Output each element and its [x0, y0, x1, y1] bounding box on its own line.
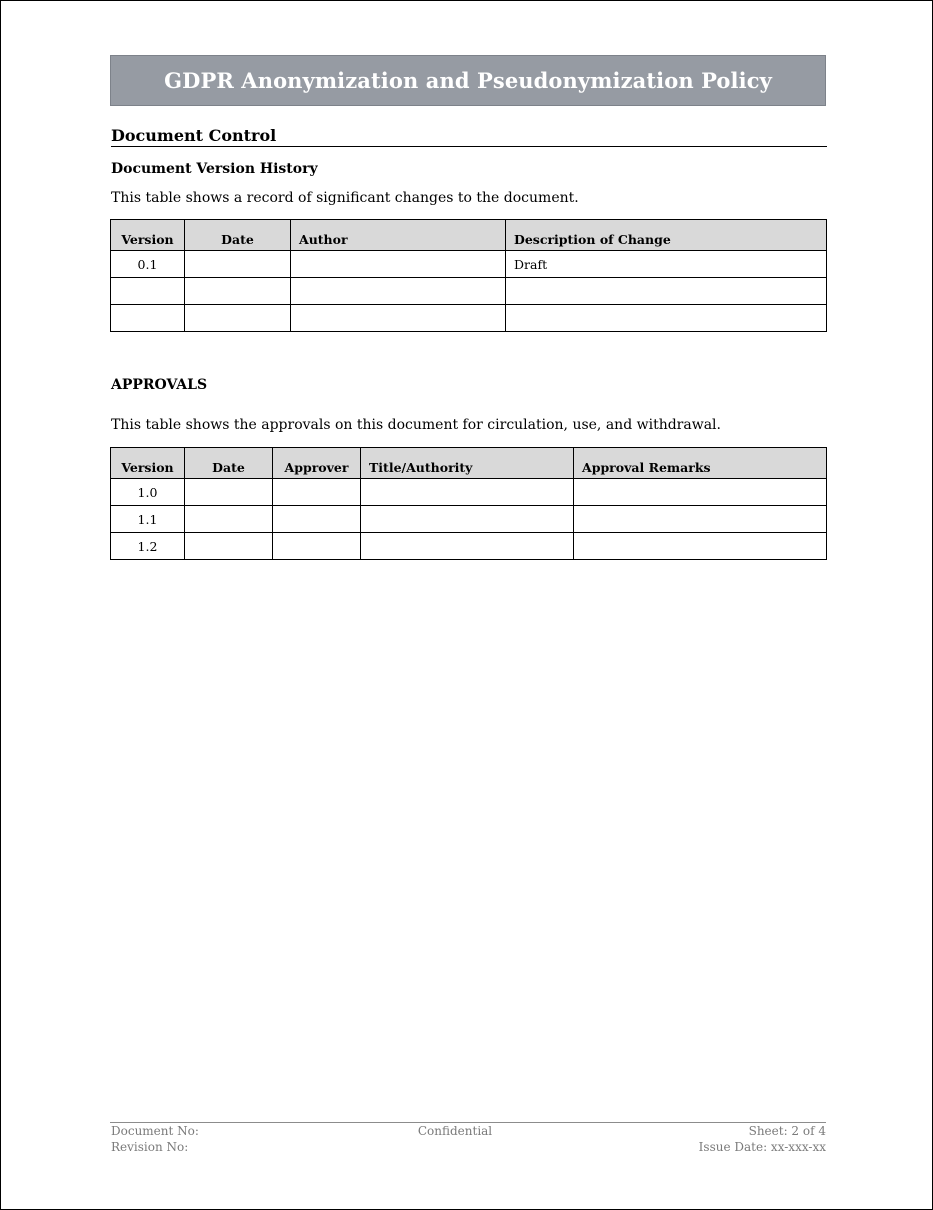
approvals-table	[110, 447, 827, 560]
table-row	[111, 479, 827, 506]
column-header-title-authority: Title/Authority	[361, 448, 574, 479]
approvals-description: This table shows the approvals on this document for circulation, use, and withdrawal.	[111, 417, 721, 433]
table-cell-description: Draft	[506, 251, 827, 278]
table-cell-description	[506, 305, 827, 332]
column-header-version: Version	[111, 220, 185, 251]
table-cell-approver	[273, 506, 361, 533]
section-heading-document-control: Document Control	[111, 126, 827, 147]
footer-issue-date: Issue Date: xx-xxx-xx	[698, 1140, 826, 1154]
footer-revision-no: Revision No:	[111, 1140, 189, 1154]
column-header-version: Version	[111, 448, 185, 479]
table-cell-date	[185, 305, 291, 332]
table-cell-description	[506, 278, 827, 305]
column-header-approver: Approver	[273, 448, 361, 479]
table-cell-approver	[273, 533, 361, 560]
version-history-heading: Document Version History	[111, 161, 318, 177]
table-row	[111, 251, 827, 278]
column-header-author: Author	[291, 220, 506, 251]
table-cell-author	[291, 278, 506, 305]
document-title: GDPR Anonymization and Pseudonymization Policy	[110, 55, 826, 106]
table-cell-date	[185, 278, 291, 305]
table-cell-version: 1.0	[111, 479, 185, 506]
footer-divider	[110, 1122, 826, 1123]
table-cell-author	[291, 251, 506, 278]
table-cell-approval-remarks	[574, 479, 827, 506]
table-row	[111, 533, 827, 560]
table-cell-title-authority	[361, 479, 574, 506]
table-cell-author	[291, 305, 506, 332]
footer-classification: Confidential	[417, 1124, 493, 1138]
column-header-date: Date	[185, 220, 291, 251]
table-cell-approval-remarks	[574, 506, 827, 533]
footer-document-no: Document No:	[111, 1124, 199, 1138]
table-cell-version: 1.2	[111, 533, 185, 560]
table-cell-approver	[273, 479, 361, 506]
version-history-description: This table shows a record of significant changes to the document.	[111, 190, 579, 206]
table-cell-date	[185, 533, 273, 560]
table-row	[111, 278, 827, 305]
table-cell-approval-remarks	[574, 533, 827, 560]
table-row	[111, 305, 827, 332]
column-header-date: Date	[185, 448, 273, 479]
table-header-row	[111, 448, 827, 479]
column-header-description: Description of Change	[506, 220, 827, 251]
column-header-approval-remarks: Approval Remarks	[574, 448, 827, 479]
table-row	[111, 506, 827, 533]
table-cell-version	[111, 278, 185, 305]
table-cell-date	[185, 251, 291, 278]
table-cell-title-authority	[361, 533, 574, 560]
footer-sheet: Sheet: 2 of 4	[748, 1124, 826, 1138]
approvals-heading: APPROVALS	[111, 377, 208, 393]
version-history-table	[110, 219, 827, 332]
table-cell-title-authority	[361, 506, 574, 533]
table-cell-version: 0.1	[111, 251, 185, 278]
table-cell-date	[185, 479, 273, 506]
table-header-row	[111, 220, 827, 251]
table-cell-date	[185, 506, 273, 533]
table-cell-version	[111, 305, 185, 332]
table-cell-version: 1.1	[111, 506, 185, 533]
